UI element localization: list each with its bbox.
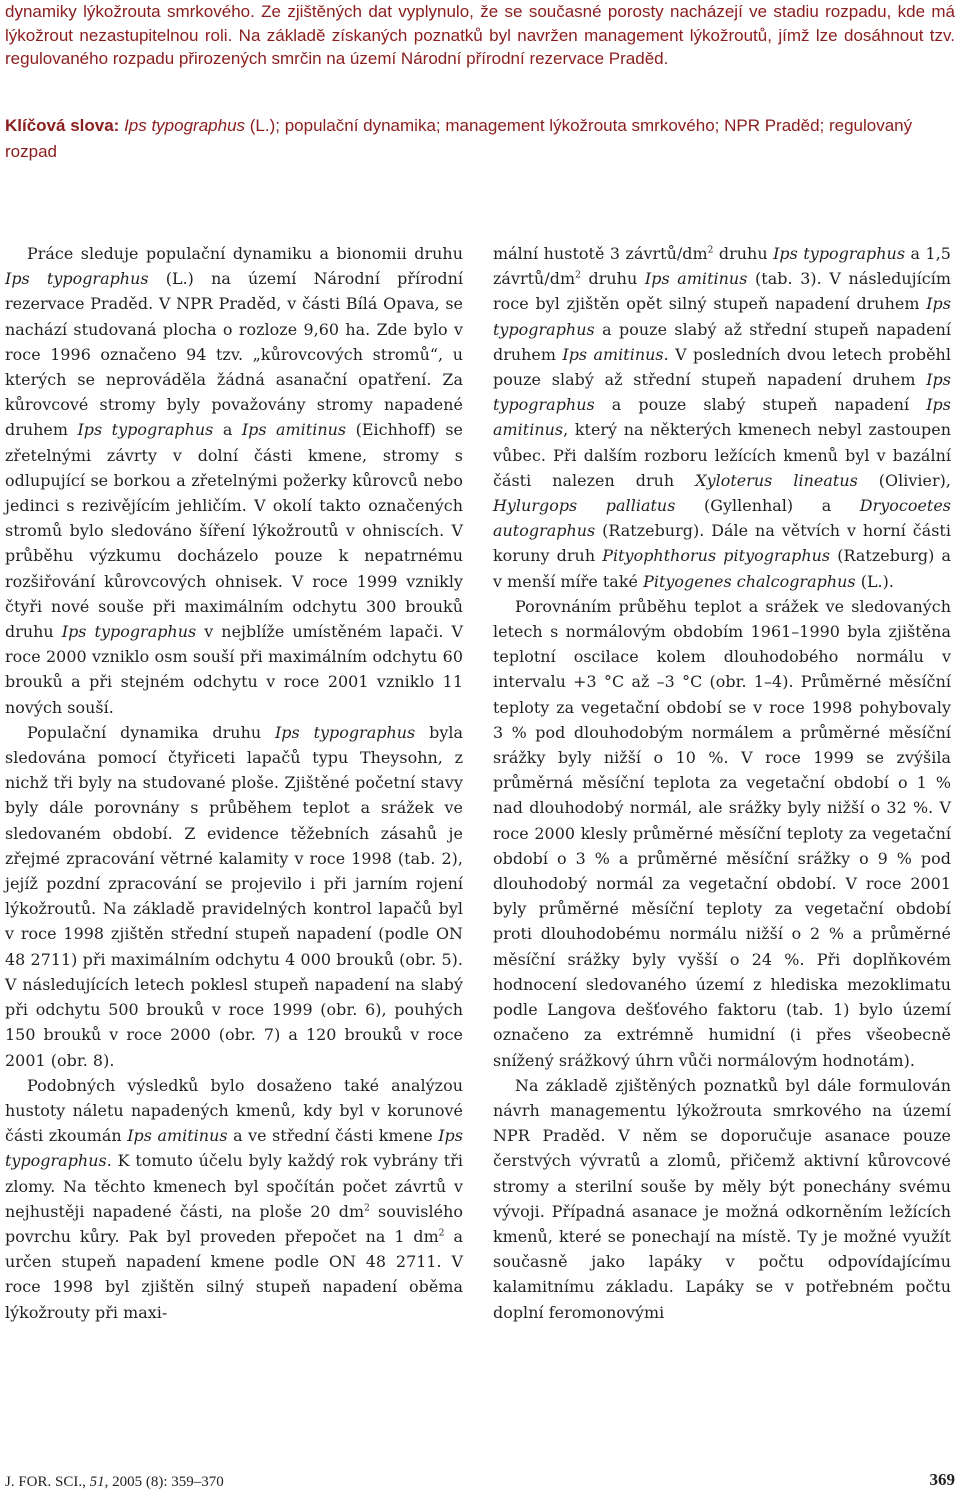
species-name: Ips typographus: [5, 269, 149, 289]
superscript: 2: [364, 1203, 370, 1214]
superscript: 2: [707, 245, 714, 256]
species-name: Ips amitinus: [493, 395, 951, 440]
text-run: (Ratzeburg). Dále na větvích v horní části koruny druh: [493, 521, 951, 566]
text-run: . V posledních dvou letech proběhl pouze slabý až střední stupeň napadení druhem: [493, 344, 951, 390]
footer-journal-citation: [5, 1474, 224, 1491]
species-name: Ips typographus: [61, 622, 197, 642]
text-run: v nejblíže umístěném lapači. V roce 2000 vzniklo osm souší při maximálním odchytu 60 brouků a při stejném odchytu v roce 2001 vzniklo 11 nových souší.: [5, 622, 464, 717]
text-run: byla sledována pomocí čtyřiceti lapačů typu Theysohn, z nichž tři byly na studované ploše. Zjištěné početní stavy byly dále porovnány s průběhem teplot a srážek ve sledovaném období. Z evidence těžebních zásahů je zřejmé zpracování větrné kalamity v roce 1998 (tab. 2), jejíž pozdní zpracování se projevilo i při jarním rojení lýkožroutů. Na základě pravidelných kontrol lapačů byl v roce 1998 zjištěn střední stupeň napadení (podle ON 48 2711) při maximálním odchytu 4 000 brouků (obr. 5). V následujících letech poklesl stupeň napadení na slabý při odchytu 500 brouků v roce 1999 (obr. 6), pouhých 150 brouků v roce 2000 (obr. 7) a 120 brouků v roce 2001 (obr. 8).: [5, 722, 464, 1070]
text-run: a pouze slabý až střední stupeň napadení druhem: [493, 319, 951, 364]
species-name: Ips typographus: [773, 244, 906, 263]
species-name: Ips typographus: [77, 420, 214, 440]
text-run: druhu: [580, 269, 645, 289]
text-run: (L.).: [855, 571, 895, 591]
text-run: (tab. 3). V následujícím roce byl zjištěn opět silný stupeň napadení druhem: [493, 269, 951, 314]
text-run: Práce sleduje populační dynamiku a bionomii druhu: [27, 244, 463, 263]
text-run: a: [213, 420, 242, 440]
keywords-label: Klíčová slova:: [5, 116, 120, 135]
text-run: a pouze slabý stupeň napadení: [594, 395, 927, 415]
species-name: Ips typographus: [493, 370, 951, 415]
text-run: souvislého povrchu kůry. Pak byl proveden přepočet na 1 dm: [5, 1201, 463, 1246]
species-name: Ips amitinus: [644, 269, 748, 289]
species-name: Ips typographus: [493, 294, 951, 339]
text-run: (L.) na území Národní přírodní rezervace Praděd. V NPR Praděd, v části Bílá Opava, se nachází studovaná plocha o rozloze 9,60 ha. Zde bylo v roce 1996 označeno 94 tzv. „kůrovcových stromů“, u kterých se neprováděla žádná asanační opatření. Za kůrovcové stromy byly považovány stromy napadené druhem: [5, 269, 463, 440]
journal-prefix: J. FOR. SCI.,: [5, 1474, 90, 1490]
species-name: Ips amitinus: [127, 1126, 228, 1146]
text-run: mální hustotě 3 závrtů/dm: [493, 244, 708, 263]
superscript: 2: [575, 270, 581, 281]
paragraph: [5, 720, 463, 1073]
text-run: Populační dynamika druhu: [27, 722, 275, 742]
keywords-rest: (L.); populační dynamika; management lýkožrouta smrkového; NPR Praděd; regulovaný rozpad: [5, 116, 913, 161]
species-name: Pityogenes chalcographus: [643, 571, 856, 591]
right-column: [493, 241, 951, 1325]
species-name: Ips typographus: [274, 722, 416, 742]
text-run: Na základě zjištěných poznatků byl dále formulován návrh managementu lýkožrouta smrkového na území NPR Praděd. V něm se doporučuje asanace pouze čerstvých vývratů a zlomů, přičemž aktivní kůrovcové stromy a sterilní souše by měly být ponechány svému vývoji. Případná asanace je možná odkorněním ležících kmenů, které se ponechají na místě. Ty je možné využít současně jako lapáky v počtu odpovídajícímu kalamitnímu základu. Lapáky se v potřebném počtu doplní feromonovými: [493, 1075, 951, 1322]
paragraph: [493, 594, 951, 1073]
page-number: 369: [929, 1470, 955, 1489]
text-run: a určen stupeň napadení kmene podle ON 48 2711. V roce 1998 byl zjištěn silný stupeň napadení oběma lýkožrouty při maxi-: [5, 1226, 463, 1322]
left-column: [5, 241, 463, 1325]
species-name: Xyloterus lineatus: [695, 470, 858, 490]
text-run: a ve střední části kmene: [227, 1126, 439, 1146]
paragraph: [493, 1073, 951, 1325]
text-run: Podobných výsledků bylo dosaženo také analýzou hustoty náletu napadených kmenů, kdy byl v korunové části zkoumán: [5, 1075, 463, 1146]
text-run: (Ratzeburg) a v menší míře také: [493, 546, 951, 591]
text-run: Porovnáním průběhu teplot a srážek ve sledovaných letech s normálovým obdobím 1961–1990 byla zjištěna teplotní oscilace kolem dlouhodobého normálu v intervalu +3 °C až –3 °C (obr. 1–4). Průměrné měsíční teploty za vegetační období se v roce 1998 pohybovaly 3 % pod dlouhodobým normálem a průměrné měsíční srážky byly nižší o 10 %. V roce 1999 se zvýšila průměrná měsíční teplota za vegetační období o 1 % nad dlouhodobý normál, ale srážky byly nižší o 32 %. V roce 2000 klesly průměrné měsíční teploty za vegetační období o 3 % a průměrné měsíční srážky o 9 % pod dlouhodobý normál za vegetační období. V roce 2001 byly průměrné měsíční teploty za vegetační období proti dlouhodobému normálu nižší o 2 % a průměrné měsíční srážky byly vyšší o 24 %. Při doplňkovém hodnocení sledovaného území z hlediska mezoklimatu podle Langova dešťového faktoru (tab. 1) bylo území označeno za extrémně humidní (i přes všeobecně snížený srážkový úhrn vůči normálovým hodnotám).: [493, 596, 951, 1070]
text-run: a 1,5 závrtů/dm: [493, 244, 951, 289]
species-name: Ips typographus: [5, 1126, 463, 1171]
text-run: (Gyllenhal) a: [675, 496, 860, 516]
paragraph: [5, 241, 463, 720]
keywords-species: Ips typographus: [124, 116, 246, 135]
text-run: , který na některých kmenech nebyl zastoupen vůbec. Při dalším rozboru ležících kmenů byl v bazální části nalezen druh: [493, 420, 951, 490]
journal-suffix: , 2005 (8): 359–370: [104, 1474, 224, 1490]
species-name: Ips amitinus: [241, 420, 347, 440]
paragraph: [493, 241, 951, 594]
text-run: druhu: [713, 244, 774, 263]
journal-volume: 51: [89, 1474, 105, 1490]
species-name: Pityophthorus pityographus: [602, 546, 831, 566]
species-name: Hylurgops palliatus: [493, 496, 676, 516]
text-run: (Olivier),: [857, 470, 951, 490]
text-run: . K tomuto účelu byly každý rok vybrány tři zlomy. Na těchto kmenech byl spočítán počet závrtů v nejhustěji napadené části, na ploše 20 dm: [5, 1151, 463, 1221]
keywords: [5, 113, 955, 165]
abstract-tail: dynamiky lýkožrouta smrkového. Ze zjištěných dat vyplynulo, že se současné porosty nacházejí ve stadiu rozpadu, kde má lýkožrout nezastupitelnou roli. Na základě získaných poznatků byl navržen management lýkožroutů, jímž lze dosáhnout tzv. regulovaného rozpadu přirozených smrčin na území Národní přírodní rezervace Praděd.: [5, 2, 955, 68]
text-run: (Eichhoff) se zřetelnými závrty v dolní části kmene, stromy s odlupující se borkou a zřetelnými požerky kůrovců nebo jedinci s rezivějícím jehličím. V okolí takto označených stromů bylo sledováno šíření lýkožroutů v ohniscích. V průběhu výzkumu docházelo pouze k nepatrnému rozšiřování kůrovcových ohnisek. V roce 1999 vznikly čtyři nové souše při maximálním odchytu 300 brouků druhu: [5, 420, 463, 642]
species-name: Dryocoetes autographus: [493, 496, 951, 541]
species-name: Ips amitinus: [562, 344, 664, 364]
paragraph: [5, 1073, 463, 1325]
superscript: 2: [438, 1228, 445, 1239]
